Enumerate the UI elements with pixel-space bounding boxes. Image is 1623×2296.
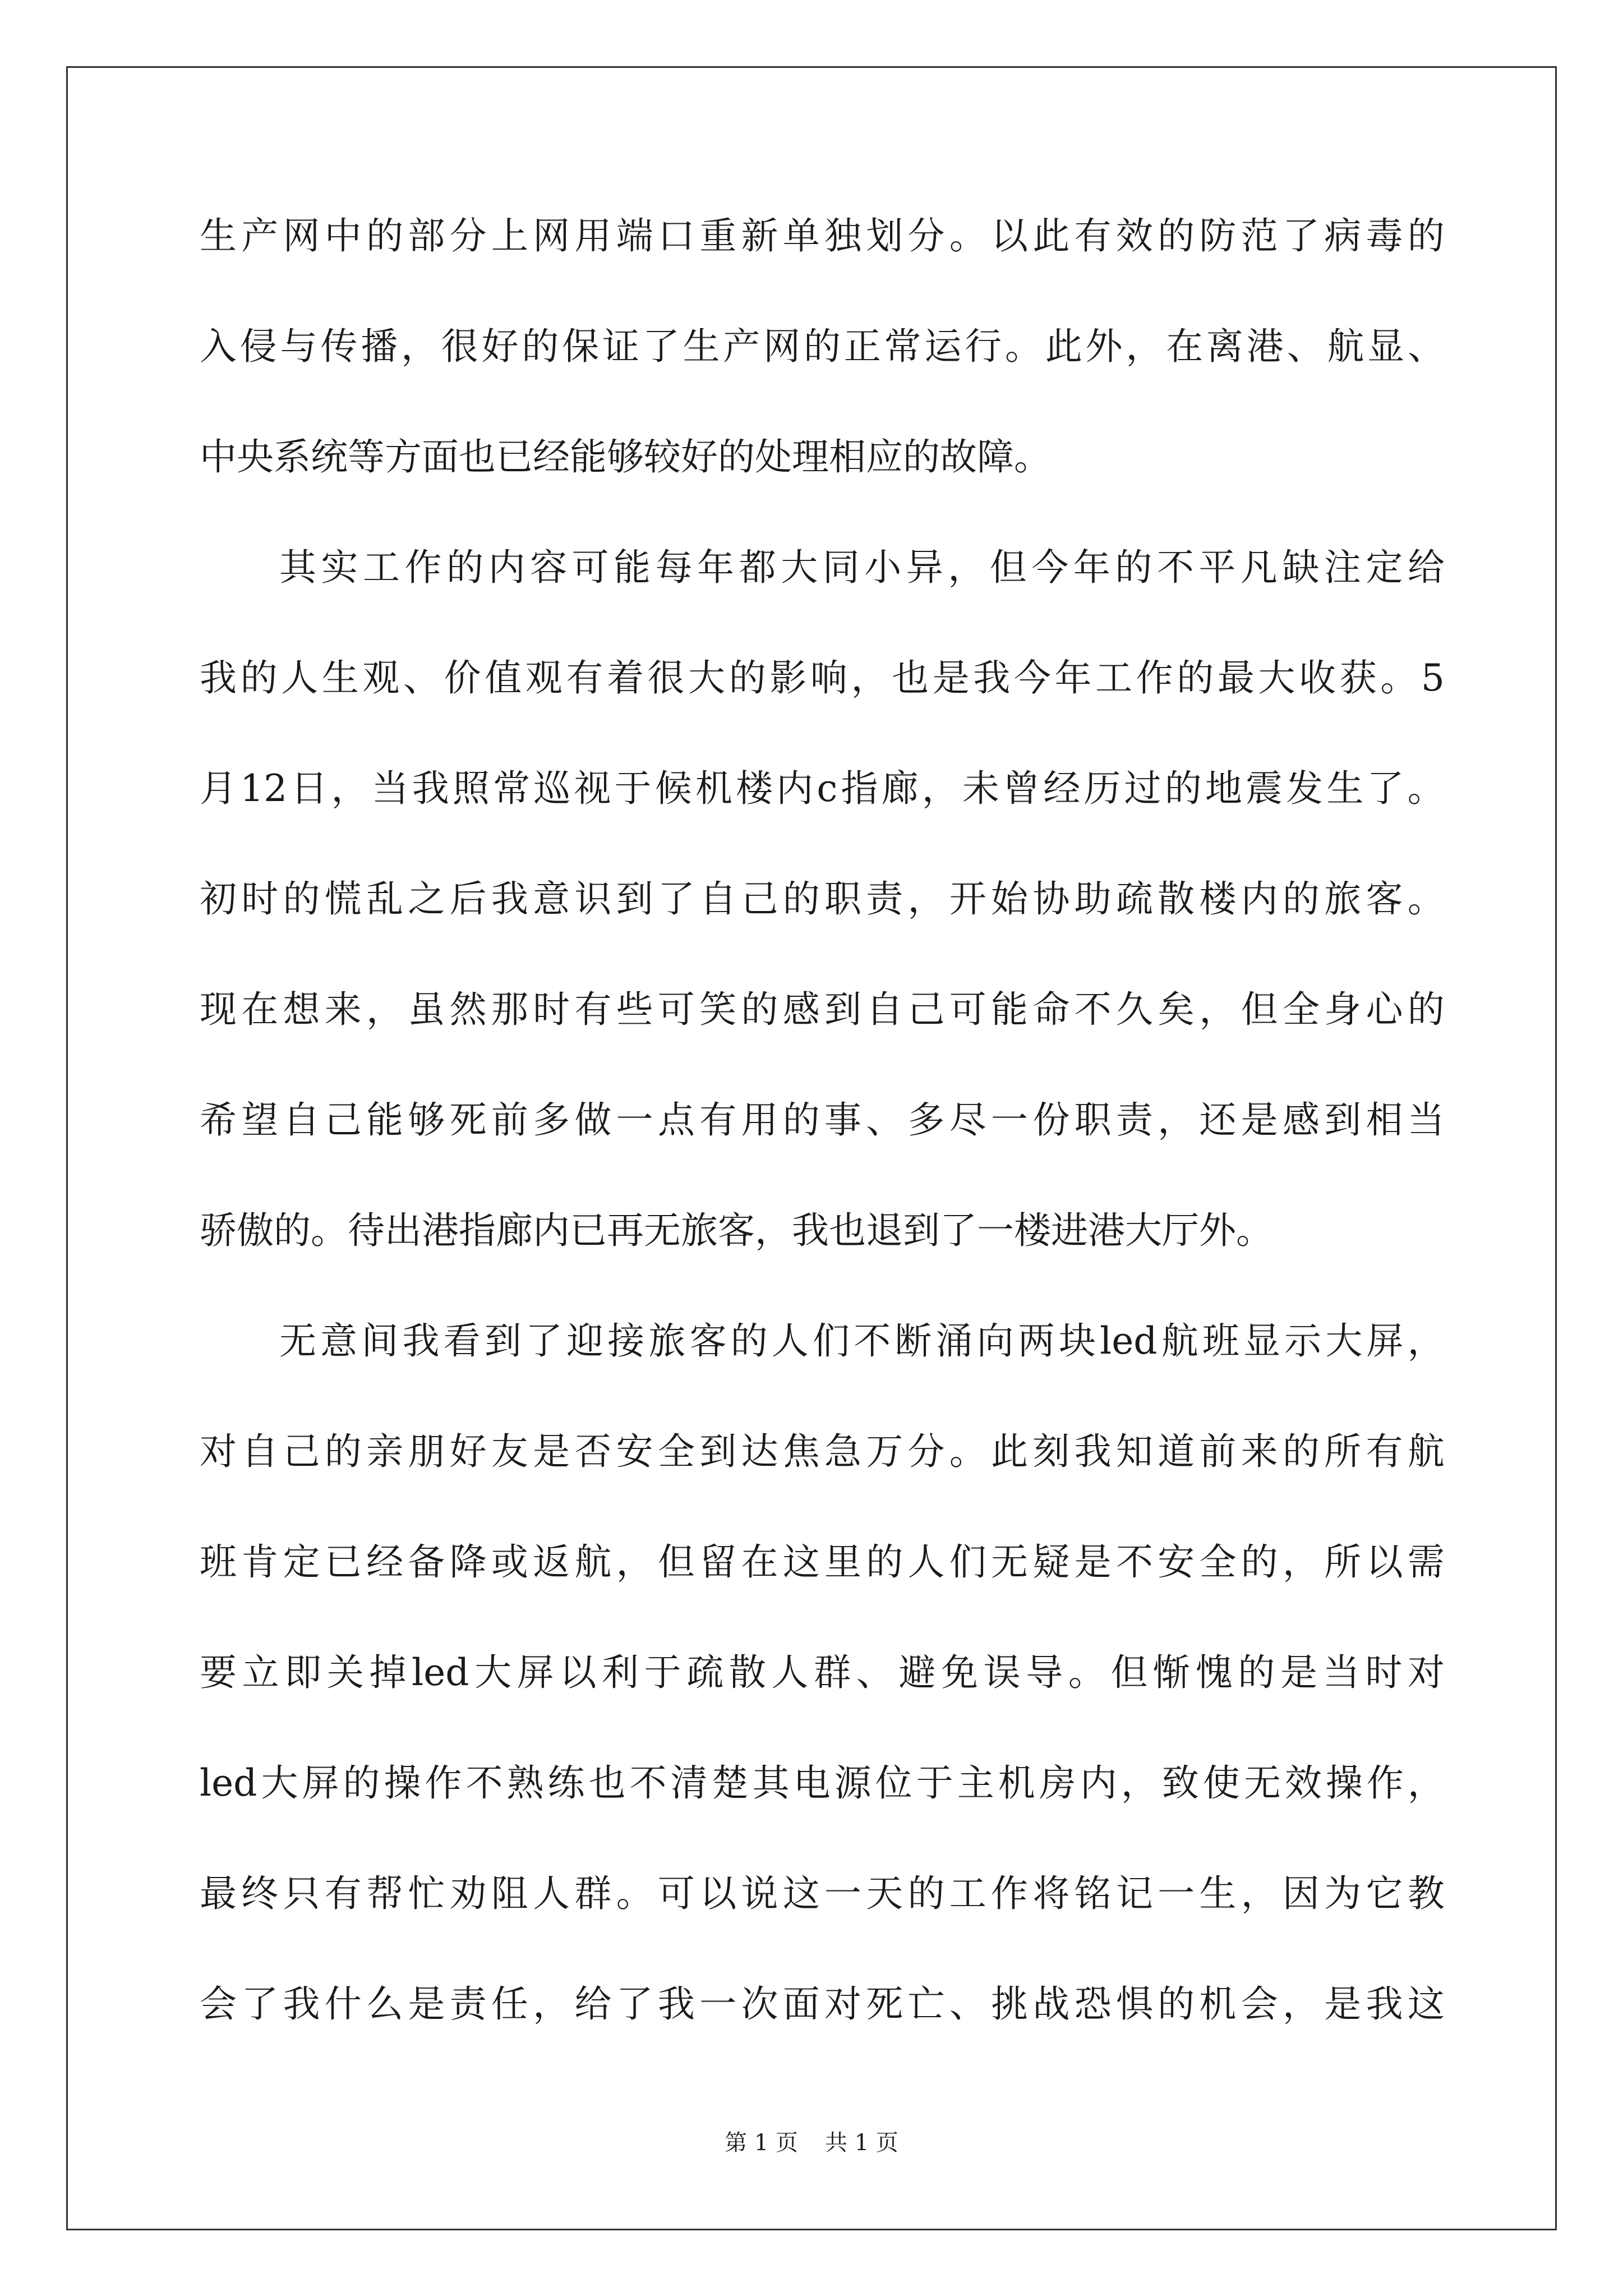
text-line: 骄傲的。待出港指廊内已再无旅客，我也退到了一楼进港大厅外。 (200, 1209, 1273, 1252)
text-line: 要 立 即 关 掉 led 大 屏 以 利 于 疏 散 人 群 、 避 免 误 导 。 但 惭 愧 的 是 当 时 对 (200, 1651, 1445, 1694)
text-line: 现 在 想 来 ， 虽 然 那 时 有 些 可 笑 的 感 到 自 己 可 能 命 不 久 矣 ， 但 全 身 心 的 (200, 988, 1445, 1031)
page-number: 第 1 页 (725, 2130, 798, 2156)
text-line: 最 终 只 有 帮 忙 劝 阻 人 群 。 可 以 说 这 一 天 的 工 作 将 铭 记 一 生 ， 因 为 它 教 (200, 1872, 1445, 1915)
page-footer (0, 2131, 1623, 2155)
text-line: 入 侵 与 传 播 ， 很 好 的 保 证 了 生 产 网 的 正 常 运 行 。 此 外 ， 在 离 港 、 航 显 、 (200, 325, 1445, 368)
page-total: 共 1 页 (825, 2130, 898, 2156)
text-line: 初 时 的 慌 乱 之 后 我 意 识 到 了 自 己 的 职 责 ， 开 始 协 助 疏 散 楼 内 的 旅 客 。 (200, 877, 1445, 921)
text-line: 其 实 工 作 的 内 容 可 能 每 年 都 大 同 小 异 ， 但 今 年 的 不 平 凡 缺 注 定 给 (279, 546, 1445, 589)
text-line: 希 望 自 己 能 够 死 前 多 做 一 点 有 用 的 事 、 多 尽 一 份 职 责 ， 还 是 感 到 相 当 (200, 1098, 1445, 1142)
text-line: 月 12 日 ， 当 我 照 常 巡 视 于 候 机 楼 内 c 指 廊 ， 未 曾 经 历 过 的 地 震 发 生 了 。 (200, 767, 1445, 810)
text-line: 无 意 间 我 看 到 了 迎 接 旅 客 的 人 们 不 断 涌 向 两 块 led 航 班 显 示 大 屏 ， (279, 1319, 1445, 1363)
text-line: 对 自 己 的 亲 朋 好 友 是 否 安 全 到 达 焦 急 万 分 。 此 刻 我 知 道 前 来 的 所 有 航 (200, 1430, 1445, 1473)
document-body (200, 214, 1445, 2096)
text-line: 会 了 我 什 么 是 责 任 ， 给 了 我 一 次 面 对 死 亡 、 挑 战 恐 惧 的 机 会 ， 是 我 这 (200, 1982, 1445, 2026)
text-line: 中央系统等方面也已经能够较好的处理相应的故障。 (200, 435, 1051, 478)
text-line: 班 肯 定 已 经 备 降 或 返 航 ， 但 留 在 这 里 的 人 们 无 疑 是 不 安 全 的 ， 所 以 需 (200, 1540, 1445, 1584)
text-line: 我 的 人 生 观 、 价 值 观 有 着 很 大 的 影 响 ， 也 是 我 今 年 工 作 的 最 大 收 获 。 5 (200, 656, 1445, 700)
text-line: led 大 屏 的 操 作 不 熟 练 也 不 清 楚 其 电 源 位 于 主 机 房 内 ， 致 使 无 效 操 作 ， (200, 1761, 1445, 1805)
text-line: 生 产 网 中 的 部 分 上 网 用 端 口 重 新 单 独 划 分 。 以 此 有 效 的 防 范 了 病 毒 的 (200, 214, 1445, 257)
